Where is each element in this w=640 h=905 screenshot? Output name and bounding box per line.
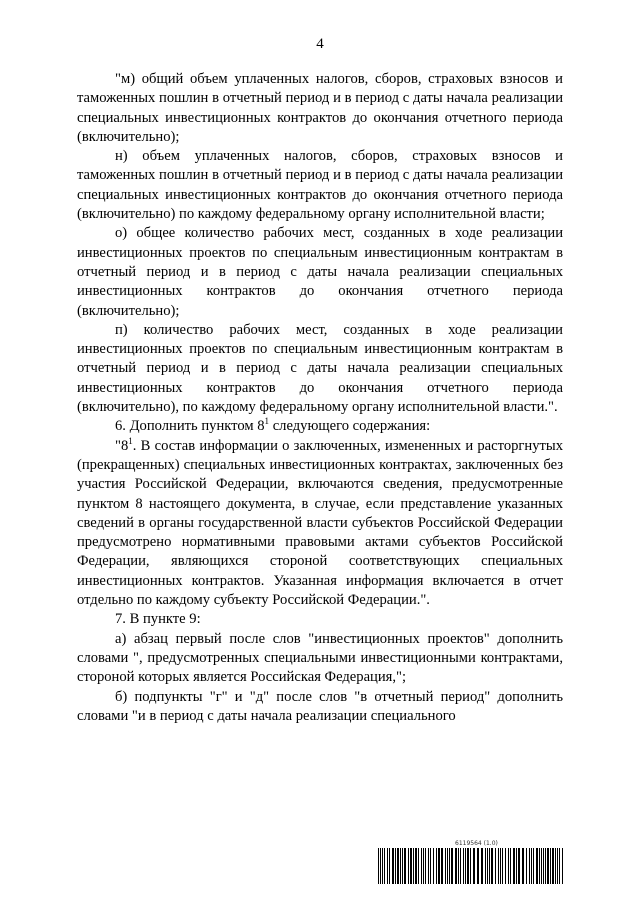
barcode-bar [555, 848, 556, 884]
item-6-text-after: следующего содержания: [269, 418, 431, 435]
barcode-bar [465, 848, 466, 884]
barcode-bar [489, 848, 490, 884]
barcode-bar [389, 848, 390, 884]
barcode-bar [438, 848, 440, 884]
barcode-bar [458, 848, 459, 884]
barcode-bar [473, 848, 475, 884]
barcode-bar [545, 848, 546, 884]
barcode-bar [536, 848, 538, 884]
barcode-bar [433, 848, 434, 884]
barcode-bar [436, 848, 437, 884]
barcode-bar [513, 848, 515, 884]
barcode-bar [410, 848, 412, 884]
barcode-bar [557, 848, 558, 884]
barcode-bar [421, 848, 422, 884]
barcode-bar [392, 848, 394, 884]
barcode-bar [502, 848, 503, 884]
barcode-bar [415, 848, 417, 884]
barcode-bar [500, 848, 501, 884]
barcode-bar [562, 848, 563, 884]
paragraph-8-1-superscript: 1 [128, 435, 133, 446]
barcode-bar [550, 848, 551, 884]
barcode-bar [400, 848, 401, 884]
paragraph-8-1-text: . В состав информации о заключенных, измененных и расторгнутых (прекращенных) специальных инвестиционных контрактах, заключенных без участия Российской Федерации, включаются сведения, предусмотренные пунктом 8 настоящего документа, в случае, если представление указанных сведений в органы государственной власти субъектов Российской Федерации предусмотрено нормативными правовыми актами субъектов Российской Федерации, являющихся стороной соответствующих специальных инвестиционных контрактов. Указанная информация включается в отчет отдельно по каждому субъекту Российской Федерации.". [77, 437, 563, 609]
barcode-bar [463, 848, 464, 884]
paragraph-8-1-number: "8 [115, 437, 129, 454]
barcode-bar [445, 848, 446, 884]
paragraph-item-7b: б) подпункты "г" и "д" после слов "в отчетный период" дополнить словами "и в период с даты начала реализации специального [77, 688, 563, 724]
barcode-bar [397, 848, 399, 884]
paragraph-8-1 [77, 437, 563, 611]
barcode-bar [541, 848, 542, 884]
barcode-bar [451, 848, 453, 884]
barcode-bar [447, 848, 448, 884]
barcode-bar [510, 848, 511, 884]
barcode-bar [428, 848, 429, 884]
barcode-bar [505, 848, 506, 884]
barcode-bar [430, 848, 431, 884]
barcode-bar [526, 848, 527, 884]
barcode-bar [404, 848, 406, 884]
barcode-bar [559, 848, 560, 884]
barcode-bar [539, 848, 540, 884]
barcode-icon [378, 848, 565, 884]
paragraph-item-7: 7. В пункте 9: [115, 611, 201, 628]
barcode-bar [522, 848, 524, 884]
paragraph-item-6 [77, 417, 563, 436]
paragraph-m: "м) общий объем уплаченных налогов, сборов, страховых взносов и таможенных пошлин в отчетный период и в период с даты начала реализации специальных инвестиционных контрактов до окончания отчетного периода (включительно); [77, 71, 563, 145]
barcode-bar [531, 848, 532, 884]
barcode-bar [552, 848, 554, 884]
item-6-superscript: 1 [264, 416, 270, 427]
barcode-bar [402, 848, 403, 884]
page-number: 4 [316, 36, 324, 52]
barcode-bar [529, 848, 530, 884]
barcode-bar [413, 848, 414, 884]
barcode-bar [481, 848, 483, 884]
barcode-bar [547, 848, 549, 884]
barcode-bar [441, 848, 443, 884]
barcode-bar [491, 848, 493, 884]
barcode-bar [467, 848, 469, 884]
barcode-bar [470, 848, 471, 884]
barcode-bar [533, 848, 534, 884]
barcode-bar [378, 848, 379, 884]
paragraph-item-7a: а) абзац первый после слов "инвестиционных проектов" дополнить словами ", предусмотренных специальными инвестиционными контрактами, стороной которых является Российская Федерация,"; [77, 630, 563, 686]
barcode-bar [380, 848, 381, 884]
barcode-bar [495, 848, 496, 884]
barcode-bar [460, 848, 461, 884]
barcode-code: 6119564 (1.0) [455, 840, 498, 847]
barcode-bar [487, 848, 488, 884]
paragraph-n: н) объем уплаченных налогов, сборов, страховых взносов и таможенных пошлин в отчетный период и в период с даты начала реализации специальных инвестиционных контрактов до окончания отчетного периода (включительно) по каждому федеральному органу исполнительной власти; [77, 148, 563, 223]
paragraph-o: о) общее количество рабочих мест, созданных в ходе реализации инвестиционных проектов по специальным инвестиционным контрактам в отчетный период и в период с даты начала реализации специальных инвестиционных контрактов до окончания отчетного периода (включительно); [77, 225, 563, 319]
barcode-bar [395, 848, 396, 884]
barcode-bar [477, 848, 479, 884]
barcode-bar [543, 848, 544, 884]
barcode-bar [418, 848, 419, 884]
barcode-bar [384, 848, 385, 884]
barcode-bar [449, 848, 450, 884]
barcode-bar [382, 848, 383, 884]
barcode-bar [518, 848, 520, 884]
barcode-bar [387, 848, 388, 884]
barcode-bar [485, 848, 486, 884]
document-body [77, 70, 563, 726]
barcode-bar [423, 848, 424, 884]
barcode-bar [508, 848, 509, 884]
barcode-bar [455, 848, 457, 884]
barcode-bar [516, 848, 517, 884]
barcode-bar [498, 848, 499, 884]
item-6-text-before: 6. Дополнить пунктом 8 [115, 418, 265, 435]
paragraph-p: п) количество рабочих мест, созданных в ходе реализации инвестиционных проектов по специальным инвестиционным контрактам в отчетный период и в период с даты начала реализации специальных инвестиционных контрактов до окончания отчетного периода (включительно), по каждому федеральному органу исполнительной власти.". [77, 321, 563, 416]
barcode-bar [408, 848, 409, 884]
barcode-bar [425, 848, 426, 884]
